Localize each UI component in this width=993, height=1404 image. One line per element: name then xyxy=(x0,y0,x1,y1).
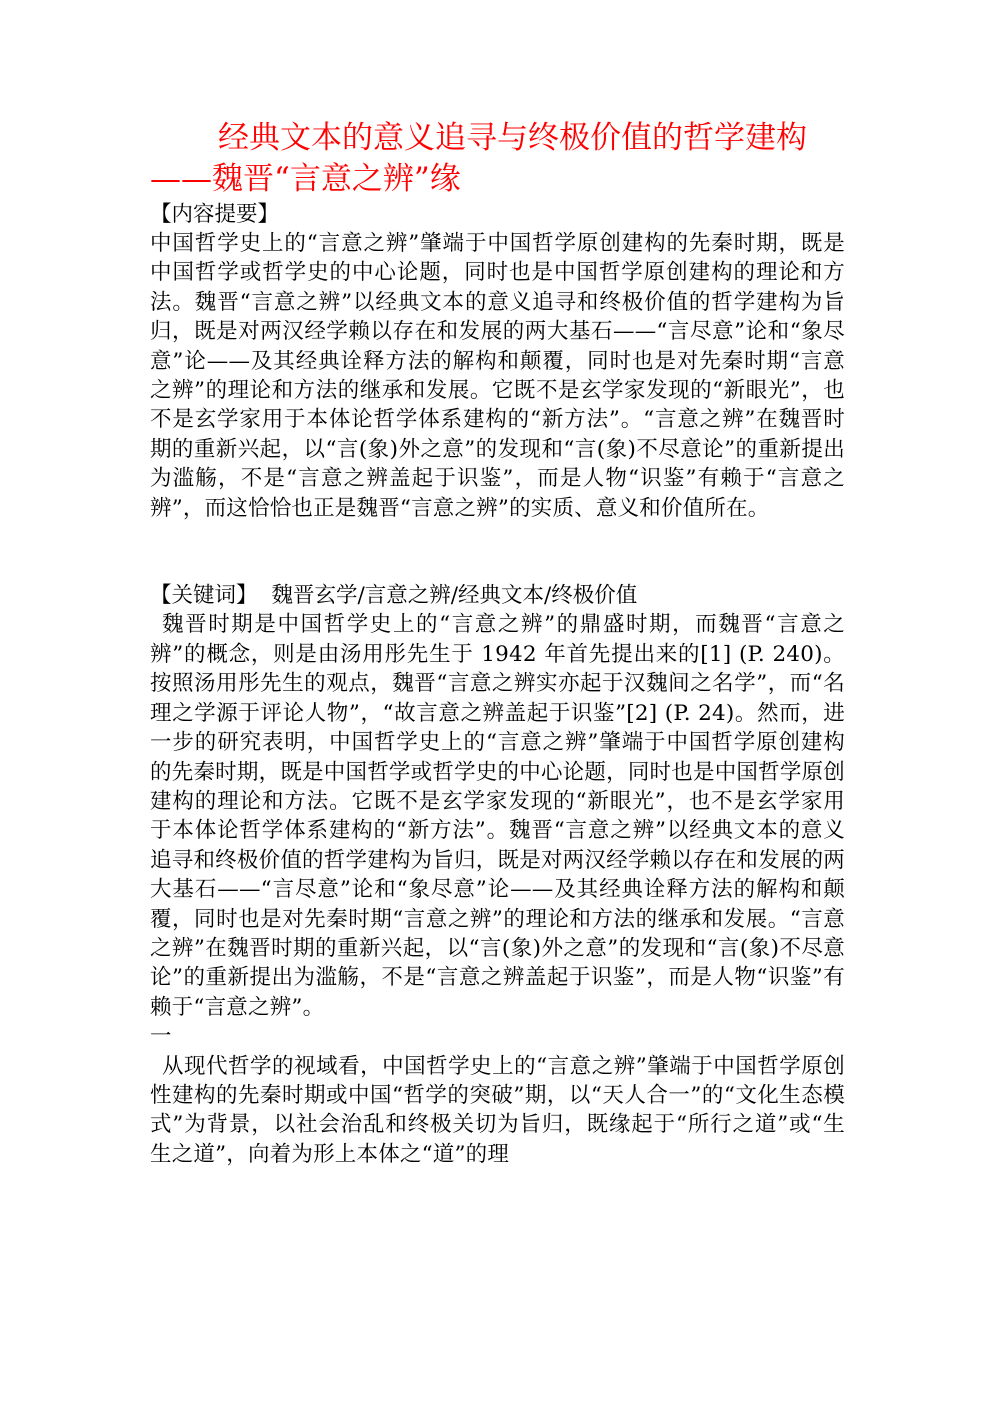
keywords-label: 【关键词】 xyxy=(150,583,258,609)
keywords-line xyxy=(150,581,845,610)
section-number: 一 xyxy=(150,1024,172,1050)
abstract-text: 中国哲学史上的“言意之辨”肇端于中国哲学原创建构的先秦时期，既是中国哲学或哲学史的中心论题，同时也是中国哲学原创建构的理论和方法。魏晋“言意之辨”以经典文本的意义追寻和终极价值的哲学建构为旨归，既是对两汉经学赖以存在和发展的两大基石——“言尽意”论和“象尽意”论——及其经典诠释方法的解构和颠覆，同时也是对先秦时期“言意之辨”的理论和方法的继承和发展。它既不是玄学家发现的“新眼光”，也不是玄学家用于本体论哲学体系建构的“新方法”。“言意之辨”在魏晋时期的重新兴起，以“言(象)外之意”的发现和“言(象)不尽意论”的重新提出为滥觞，不是“言意之辨盖起于识鉴”，而是人物“识鉴”有赖于“言意之辨”，而这恰恰也正是魏晋“言意之辨”的实质、意义和价值所在。 xyxy=(150,231,845,521)
body-paragraph-2: 从现代哲学的视域看，中国哲学史上的“言意之辨”肇端于中国哲学原创性建构的先秦时期或中国“哲学的突破”期，以“天人合一”的“文化生态模式”为背景，以社会治乱和终极关切为旨归，既缘起于“所行之道”或“生生之道”，向着为形上本体之“道”的理 xyxy=(150,1053,845,1167)
section-spacer xyxy=(150,523,845,581)
document-page xyxy=(150,118,845,1169)
body-paragraph-1: 魏晋时期是中国哲学史上的“言意之辨”的鼎盛时期，而魏晋“言意之辨”的概念，则是由汤用彤先生于 1942 年首先提出来的[1] (P. 240)。按照汤用彤先生的观点，魏晋“言意之辨实亦起于汉魏间之名学”，而“名理之学源于评论人物”，“故言意之辨盖起于识鉴”[2] (P. 24)。然而，进一步的研究表明，中国哲学史上的“言意之辨”肇端于中国哲学原创建构的先秦时期，既是中国哲学或哲学史的中心论题，同时也是中国哲学原创建构的理论和方法。它既不是玄学家发现的“新眼光”，也不是玄学家用于本体论哲学体系建构的“新方法”。魏晋“言意之辨”以经典文本的意义追寻和终极价值的哲学建构为旨归，既是对两汉经学赖以存在和发展的两大基石——“言尽意”论和“象尽意”论——及其经典诠释方法的解构和颠覆，同时也是对先秦时期“言意之辨”的理论和方法的继承和发展。“言意之辨”在魏晋时期的重新兴起，以“言(象)外之意”的发现和“言(象)不尽意论”的重新提出为滥觞，不是“言意之辨盖起于识鉴”，而是人物“识鉴”有赖于“言意之辨”。 xyxy=(150,612,845,1020)
abstract-label: 【内容提要】 xyxy=(150,202,280,227)
document-title: 经典文本的意义追寻与终极价值的哲学建构——魏晋“言意之辨”缘 xyxy=(150,120,807,197)
keywords-text: 魏晋玄学/言意之辨/经典文本/终极价值 xyxy=(271,583,638,609)
